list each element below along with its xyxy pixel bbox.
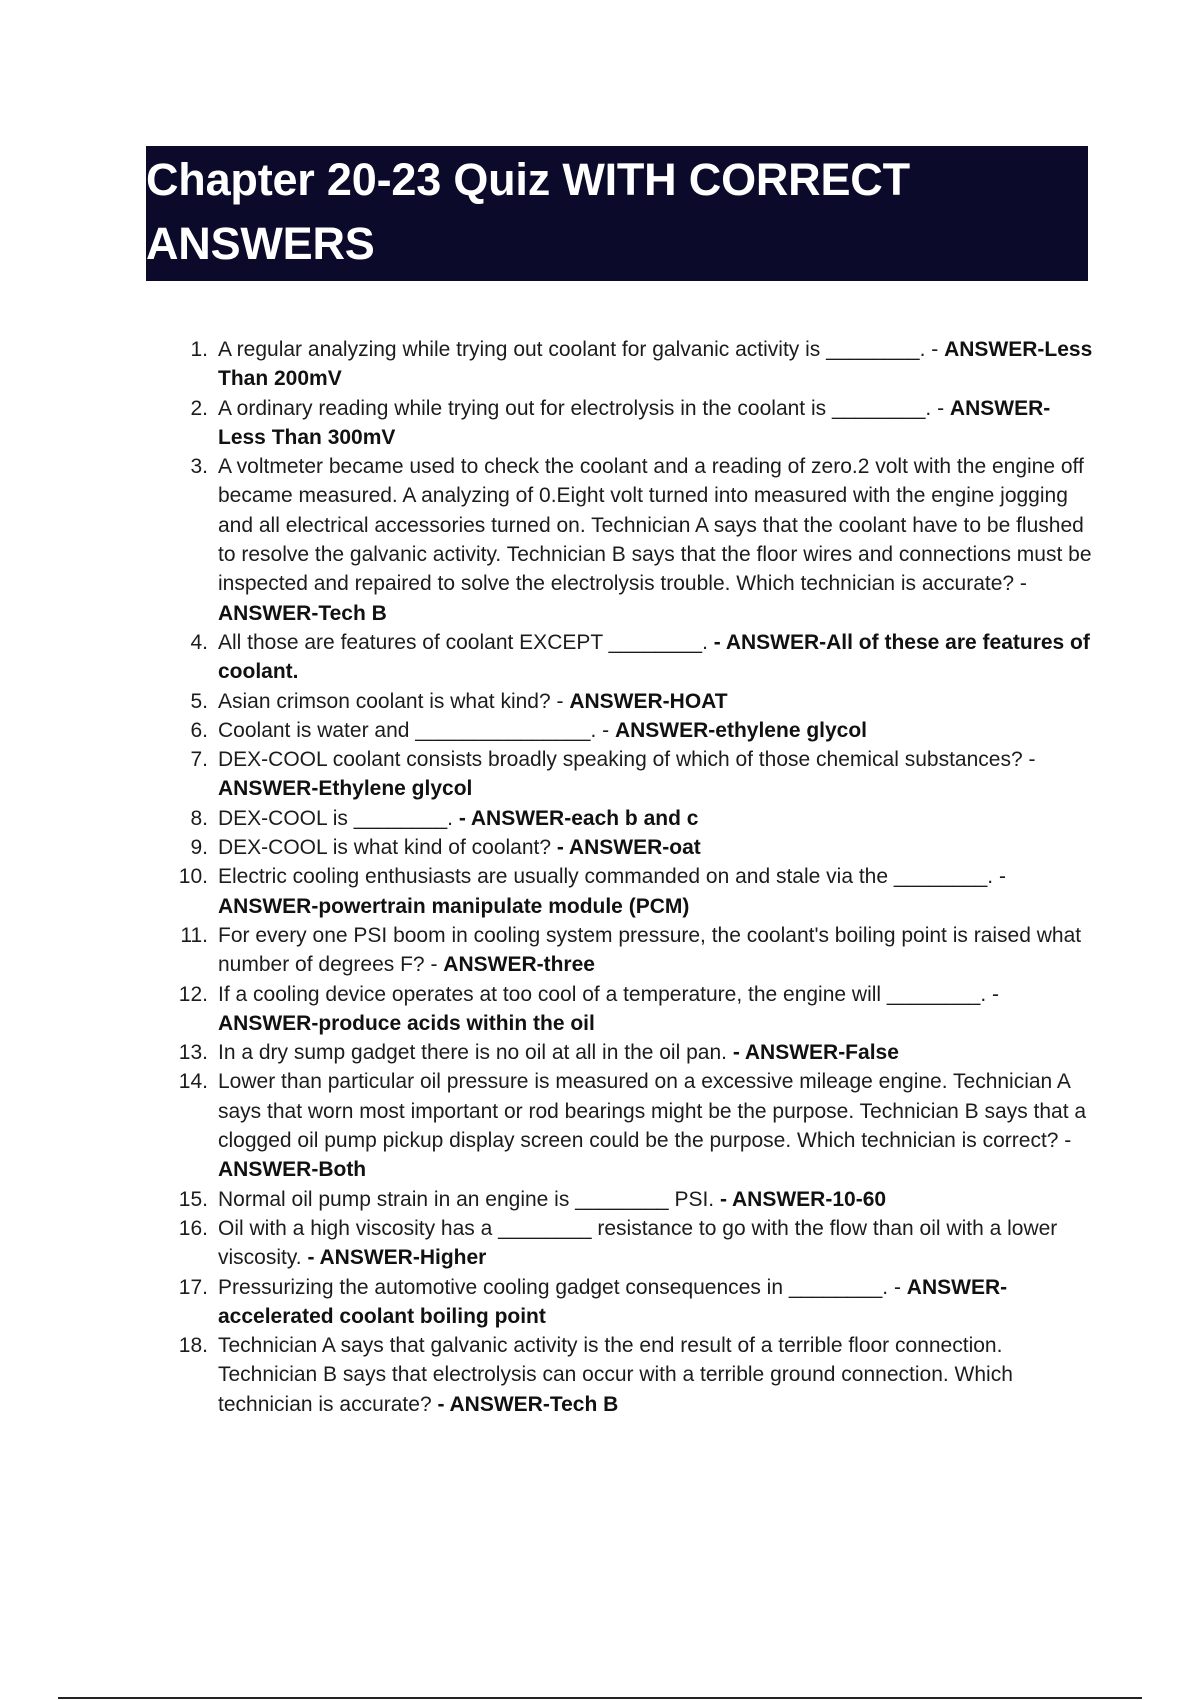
question-answer: ANSWER-Less Than 200mV [218, 338, 1093, 391]
question-text: Technician A says that galvanic activity is the end result of a terrible floor connection. Technician B says that electrolysis can occur with a terrible ground connection. Which technician is accurate? [218, 1334, 1013, 1416]
question-number: 15. [178, 1187, 208, 1211]
question-body [218, 1185, 1096, 1214]
quiz-item [176, 833, 1096, 862]
question-number: 12. [178, 982, 208, 1006]
question-answer: - ANSWER-each b and c [458, 806, 699, 830]
question-body [218, 833, 1096, 862]
question-body [218, 335, 1096, 394]
question-text: In a dry sump gadget there is no oil at all in the oil pan. [218, 1041, 733, 1065]
question-answer: - ANSWER-Tech B [437, 1392, 619, 1416]
page-bottom-divider [58, 1697, 1142, 1699]
quiz-item [176, 394, 1096, 453]
quiz-item [176, 1331, 1096, 1419]
quiz-item [176, 980, 1096, 1039]
question-answer: - ANSWER-False [732, 1041, 899, 1065]
question-answer: ANSWER-ethylene glycol [614, 718, 868, 742]
question-body [218, 1331, 1096, 1419]
question-answer: ANSWER-Ethylene glycol [218, 777, 473, 801]
quiz-item [176, 1185, 1096, 1214]
quiz-item [176, 716, 1096, 745]
question-body [218, 628, 1096, 687]
question-number: 14. [178, 1070, 208, 1094]
quiz-item [176, 335, 1096, 394]
question-answer: ANSWER-Tech B [218, 601, 387, 625]
question-text: A voltmeter became used to check the coolant and a reading of zero.2 volt with the engine off became measured. A analyzing of 0.Eight volt turned into measured with the engine jogging and all electrical accessories turned on. Technician A says that the coolant have to be flushed to resolve the galvanic activity. Technician B says that the floor wires and connections must be inspected and repaired to solve the electrolysis trouble. Which technician is accurate? - [218, 455, 1092, 596]
question-text: Pressurizing the automotive cooling gadget consequences in ________. - [218, 1275, 907, 1299]
question-text: Electric cooling enthusiasts are usually commanded on and stale via the ________. - [218, 865, 1006, 889]
quiz-item [176, 804, 1096, 833]
question-answer: ANSWER-produce acids within the oil [218, 1011, 595, 1035]
question-answer: - ANSWER-Higher [307, 1246, 487, 1270]
question-body [218, 1273, 1096, 1332]
question-number: 13. [178, 1041, 208, 1065]
question-number: 4. [190, 630, 208, 654]
question-text: A ordinary reading while trying out for electrolysis in the coolant is ________. - [218, 396, 950, 420]
question-number: 9. [190, 836, 208, 860]
question-number: 11. [180, 923, 208, 947]
quiz-item [176, 628, 1096, 687]
question-number: 1. [190, 338, 208, 361]
question-text: DEX-COOL is what kind of coolant? [218, 836, 557, 860]
quiz-item [176, 862, 1096, 921]
question-body [218, 716, 1096, 745]
question-answer: ANSWER-Both [218, 1158, 367, 1182]
question-number: 2. [190, 396, 208, 420]
question-number: 7. [190, 748, 208, 772]
quiz-item [176, 687, 1096, 716]
quiz-item [176, 745, 1096, 804]
page-title: Chapter 20-23 Quiz WITH CORRECT ANSWERS [146, 154, 910, 269]
question-number: 18. [178, 1334, 208, 1358]
question-text: Lower than particular oil pressure is measured on a excessive mileage engine. Technician A says that worn most important or rod bearings might be the purpose. Technician B says that a clogged oil pump pickup display screen could be the purpose. Which technician is correct? - [218, 1070, 1087, 1153]
question-body [218, 1038, 1096, 1067]
question-text: Asian crimson coolant is what kind? - [218, 689, 570, 713]
question-number: 10. [178, 865, 208, 889]
question-body [218, 687, 1096, 716]
quiz-item [176, 1067, 1096, 1184]
question-text: A regular analyzing while trying out coolant for galvanic activity is ________. - [218, 338, 945, 361]
question-text: If a cooling device operates at too cool of a temperature, the engine will ________. - [218, 982, 999, 1006]
question-body [218, 921, 1096, 980]
question-body [218, 394, 1096, 453]
quiz-item [176, 452, 1096, 628]
question-body [218, 1214, 1096, 1273]
question-body [218, 862, 1096, 921]
question-text: Coolant is water and _______________. - [218, 718, 615, 742]
question-text: DEX-COOL is ________. [218, 806, 459, 830]
question-body [218, 745, 1096, 804]
question-answer: ANSWER-three [443, 953, 595, 977]
question-answer: ANSWER-powertrain manipulate module (PCM) [218, 894, 690, 918]
question-body [218, 804, 1096, 833]
quiz-item [176, 921, 1096, 980]
question-answer: ANSWER-HOAT [569, 689, 728, 713]
question-body [218, 980, 1096, 1039]
question-text: DEX-COOL coolant consists broadly speaking of which of those chemical substances? - [218, 748, 1036, 772]
question-number: 6. [190, 718, 208, 742]
question-answer: ANSWER-accelerated coolant boiling point [218, 1275, 1008, 1328]
question-number: 5. [190, 689, 208, 713]
question-text: All those are features of coolant EXCEPT ________. [218, 630, 714, 654]
question-answer: - ANSWER-oat [556, 836, 701, 860]
question-text: For every one PSI boom in cooling system pressure, the coolant's boiling point is raised what number of degrees F? - [218, 923, 1082, 977]
question-text: Normal oil pump strain in an engine is ________ PSI. [218, 1187, 720, 1211]
question-number: 8. [190, 806, 208, 830]
quiz-item [176, 1273, 1096, 1332]
title-banner [146, 146, 1088, 281]
question-answer: ANSWER-Less Than 300mV [218, 396, 1051, 449]
question-answer: - ANSWER-10-60 [719, 1187, 887, 1211]
question-text: Oil with a high viscosity has a ________ resistance to go with the flow than oil with a lower viscosity. [218, 1216, 1058, 1270]
quiz-item [176, 1038, 1096, 1067]
question-number: 3. [190, 455, 208, 479]
question-body [218, 452, 1096, 628]
question-body [218, 1067, 1096, 1184]
question-answer: - ANSWER-All of these are features of coolant. [218, 630, 1090, 684]
question-number: 16. [178, 1216, 208, 1240]
quiz-item [176, 1214, 1096, 1273]
quiz-list [176, 335, 1096, 1419]
question-number: 17. [178, 1275, 208, 1299]
